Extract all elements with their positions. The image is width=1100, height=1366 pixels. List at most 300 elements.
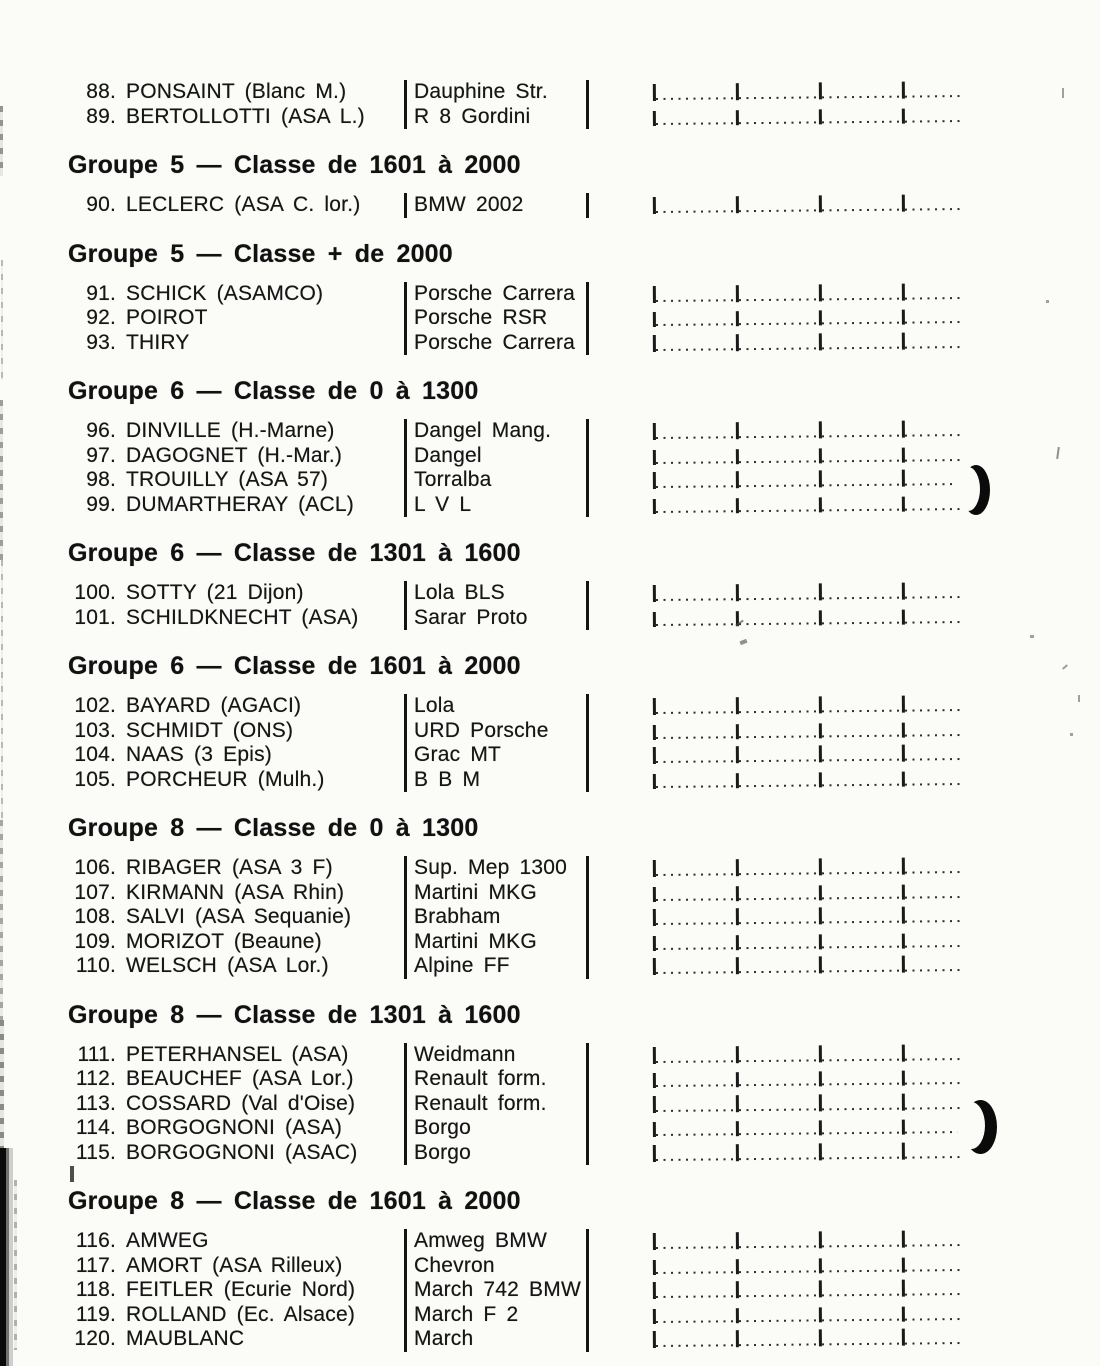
entry-name-cell xyxy=(68,581,404,606)
car-name: Sarar Proto xyxy=(404,606,589,631)
dotted-segment xyxy=(656,1059,736,1062)
dotted-segment xyxy=(822,596,902,599)
paper-speck xyxy=(1070,733,1073,736)
entry-row xyxy=(68,1067,1100,1092)
entry-number: 118. xyxy=(75,1278,116,1301)
driver-name: BORGOGNONI (ASAC) xyxy=(126,1140,358,1164)
group-rows xyxy=(68,581,1100,630)
group-section xyxy=(68,80,1100,129)
dotted-segment xyxy=(656,485,736,488)
results-dotted-line xyxy=(653,578,963,605)
dotted-segment xyxy=(739,710,819,713)
dotted-segment xyxy=(822,297,902,300)
dotted-segment xyxy=(739,970,819,973)
dotted-segment xyxy=(905,507,963,510)
entry-number: 115. xyxy=(75,1140,116,1164)
car-name: Weidmann xyxy=(404,1043,589,1068)
entry-row xyxy=(68,1229,1100,1254)
dotted-segment xyxy=(739,872,819,875)
dotted-segment xyxy=(905,709,963,712)
dotted-segment xyxy=(656,1246,736,1249)
group-section xyxy=(68,376,1100,517)
car-name: Lola xyxy=(404,694,589,719)
dotted-segment xyxy=(656,1319,736,1322)
dotted-segment xyxy=(822,969,902,972)
entry-row xyxy=(68,105,1100,130)
dotted-segment xyxy=(905,345,963,348)
results-dotted-line xyxy=(653,1089,963,1116)
dotted-segment xyxy=(739,1318,819,1321)
dotted-segment xyxy=(739,945,819,948)
dotted-segment xyxy=(739,734,819,737)
entry-number: 96. xyxy=(86,419,116,442)
dotted-segment xyxy=(905,119,963,122)
dotted-segment xyxy=(905,1268,963,1271)
entry-number: 91. xyxy=(86,281,116,305)
entry-row xyxy=(68,1327,1100,1352)
dotted-segment xyxy=(822,1244,902,1247)
dotted-segment xyxy=(739,209,819,212)
dotted-segment xyxy=(739,346,819,349)
dotted-segment xyxy=(739,621,819,624)
car-name: Sup. Mep 1300 xyxy=(404,856,589,881)
driver-name: MAUBLANC xyxy=(126,1327,245,1350)
dotted-segment xyxy=(905,969,963,972)
driver-name: NAAS (3 Epis) xyxy=(126,743,272,766)
car-name: March F 2 xyxy=(404,1303,589,1328)
dotted-segment xyxy=(739,597,819,600)
results-dotted-line xyxy=(653,1040,963,1067)
car-name: R 8 Gordini xyxy=(404,105,589,130)
entry-number: 103. xyxy=(74,718,116,742)
group-section xyxy=(68,651,1100,792)
dotted-segment xyxy=(822,1293,902,1296)
entry-number: 119. xyxy=(75,1302,116,1326)
driver-name: LECLERC (ASA C. lor.) xyxy=(126,193,361,216)
dotted-segment xyxy=(905,1293,963,1296)
car-name: Lola BLS xyxy=(404,581,589,606)
car-name: Borgo xyxy=(404,1116,589,1141)
driver-name: BAYARD (AGACI) xyxy=(126,694,302,717)
driver-name: SCHICK (ASAMCO) xyxy=(126,281,324,305)
entry-name-cell xyxy=(68,905,404,930)
group-rows xyxy=(68,1229,1100,1352)
dotted-segment xyxy=(822,483,902,486)
group-heading: Groupe 6 — Classe de 1601 à 2000 xyxy=(68,652,521,680)
group-heading: Groupe 5 — Classe de 1601 à 2000 xyxy=(68,151,521,179)
group-rows xyxy=(68,193,1100,218)
dotted-segment xyxy=(905,895,963,898)
dotted-segment xyxy=(822,1107,902,1110)
dotted-segment xyxy=(822,1156,902,1159)
dotted-segment xyxy=(905,321,963,324)
group-heading: Groupe 8 — Classe de 1601 à 2000 xyxy=(68,1187,521,1215)
scan-edge-artifact xyxy=(0,1148,13,1366)
scan-edge-artifact xyxy=(0,1020,4,1150)
dotted-segment xyxy=(905,483,963,486)
dotted-segment xyxy=(905,1244,963,1247)
dotted-segment xyxy=(656,509,736,512)
car-name: Amweg BMW xyxy=(404,1229,589,1254)
entry-row xyxy=(68,768,1100,793)
results-dotted-line xyxy=(653,853,963,880)
dotted-segment xyxy=(739,1156,819,1159)
dotted-segment xyxy=(822,871,902,874)
results-dotted-line xyxy=(653,1251,963,1278)
dotted-segment xyxy=(656,460,736,463)
entry-row xyxy=(68,1141,1100,1166)
dotted-segment xyxy=(656,1157,736,1160)
group-heading: Groupe 6 — Classe de 1301 à 1600 xyxy=(68,539,521,567)
car-name: Porsche Carrera xyxy=(404,331,589,356)
driver-name: FEITLER (Ecurie Nord) xyxy=(126,1278,356,1301)
results-dotted-line xyxy=(653,878,963,905)
entry-number: 108. xyxy=(74,905,116,928)
dotted-segment xyxy=(905,596,963,599)
group-section xyxy=(68,239,1100,356)
dotted-segment xyxy=(739,96,819,99)
dotted-segment xyxy=(905,1082,963,1085)
group-rows xyxy=(68,1043,1100,1166)
dotted-segment xyxy=(656,1270,736,1273)
results-dotted-line xyxy=(653,740,963,767)
driver-name: MORIZOT (Beaune) xyxy=(126,929,322,953)
dotted-segment xyxy=(905,871,963,874)
entry-name-cell xyxy=(68,1254,404,1279)
group-rows xyxy=(68,856,1100,979)
entry-name-cell xyxy=(68,193,404,218)
dotted-segment xyxy=(822,95,902,98)
entry-name-cell xyxy=(68,954,404,979)
entry-row xyxy=(68,694,1100,719)
dotted-segment xyxy=(905,920,963,923)
results-dotted-line xyxy=(653,951,963,978)
driver-name: DINVILLE (H.-Marne) xyxy=(126,419,335,442)
dotted-segment xyxy=(739,759,819,762)
car-name: Dangel Mang. xyxy=(404,419,589,444)
dotted-segment xyxy=(739,297,819,300)
entry-number: 90. xyxy=(86,193,116,216)
entry-number: 117. xyxy=(75,1253,116,1277)
entry-name-cell xyxy=(68,1116,404,1141)
car-name: Brabham xyxy=(404,905,589,930)
entry-row xyxy=(68,468,1100,493)
car-name: Renault form. xyxy=(404,1067,589,1092)
car-name: L V L xyxy=(404,493,589,518)
dotted-segment xyxy=(739,508,819,511)
dotted-segment xyxy=(905,296,963,299)
dotted-segment xyxy=(905,944,963,947)
driver-name: POIROT xyxy=(126,306,208,329)
dotted-segment xyxy=(905,458,963,461)
scan-edge-artifact xyxy=(0,400,3,560)
results-dotted-line xyxy=(653,303,963,330)
dotted-segment xyxy=(905,1342,963,1345)
dotted-segment xyxy=(822,1318,902,1321)
dotted-segment xyxy=(739,1132,819,1135)
dotted-segment xyxy=(739,896,819,899)
results-dotted-line xyxy=(653,190,963,217)
dotted-segment xyxy=(905,1155,963,1158)
dotted-segment xyxy=(822,459,902,462)
entry-name-cell xyxy=(68,694,404,719)
scan-edge-artifact xyxy=(0,820,3,1020)
dotted-segment xyxy=(656,622,736,625)
entry-row xyxy=(68,954,1100,979)
car-name: March xyxy=(404,1327,589,1352)
dotted-segment xyxy=(656,121,736,124)
scan-edge-artifact xyxy=(1,260,3,380)
driver-name: BERTOLLOTTI (ASA L.) xyxy=(126,104,365,128)
car-name: Porsche RSR xyxy=(404,306,589,331)
paper-speck xyxy=(1030,635,1034,638)
entry-name-cell xyxy=(68,1327,404,1352)
dotted-segment xyxy=(822,896,902,899)
driver-name: SALVI (ASA Sequanie) xyxy=(126,905,352,928)
entry-name-cell xyxy=(68,856,404,881)
dotted-segment xyxy=(656,711,736,714)
dotted-segment xyxy=(905,1131,963,1134)
dotted-segment xyxy=(739,1083,819,1086)
ink-crescent-mark xyxy=(962,465,990,515)
dotted-segment xyxy=(656,760,736,763)
driver-name: ROLLAND (Ec. Alsace) xyxy=(126,1302,356,1326)
group-rows xyxy=(68,282,1100,356)
dotted-segment xyxy=(822,945,902,948)
group-heading: Groupe 5 — Classe + de 2000 xyxy=(68,239,453,268)
entry-name-cell xyxy=(68,331,404,356)
results-dotted-line xyxy=(653,902,963,929)
entry-name-cell xyxy=(68,419,404,444)
car-name: Grac MT xyxy=(404,743,589,768)
entry-name-cell xyxy=(68,930,404,955)
car-name: B B M xyxy=(404,768,589,793)
entry-number: 97. xyxy=(86,443,116,467)
entry-number: 113. xyxy=(75,1091,116,1115)
dotted-segment xyxy=(822,621,902,624)
driver-name: THIRY xyxy=(126,330,190,354)
dotted-segment xyxy=(822,1058,902,1061)
entry-number: 111. xyxy=(77,1042,116,1066)
group-rows xyxy=(68,694,1100,792)
dotted-segment xyxy=(905,1106,963,1109)
entry-number: 92. xyxy=(86,306,116,329)
dotted-segment xyxy=(656,1108,736,1111)
dotted-segment xyxy=(656,298,736,301)
driver-name: PONSAINT (Blanc M.) xyxy=(126,80,347,103)
entry-number: 89. xyxy=(86,104,116,128)
driver-name: TROUILLY (ASA 57) xyxy=(126,468,329,491)
car-name: Chevron xyxy=(404,1254,589,1279)
entry-number: 114. xyxy=(75,1116,116,1139)
entry-name-cell xyxy=(68,282,404,307)
dotted-segment xyxy=(905,95,963,98)
results-dotted-line xyxy=(653,765,963,792)
dotted-segment xyxy=(822,783,902,786)
dotted-segment xyxy=(656,946,736,949)
driver-name: SOTTY (21 Dijon) xyxy=(126,581,304,604)
dotted-segment xyxy=(656,1133,736,1136)
entry-number: 104. xyxy=(74,743,116,766)
driver-name: AMWEG xyxy=(126,1229,209,1252)
results-dotted-line xyxy=(653,1300,963,1327)
car-name: URD Porsche xyxy=(404,719,589,744)
group-rows xyxy=(68,80,1100,129)
dotted-segment xyxy=(739,921,819,924)
entry-name-cell xyxy=(68,1141,404,1166)
group-section xyxy=(68,1186,1100,1352)
entry-name-cell xyxy=(68,1067,404,1092)
entry-row xyxy=(68,606,1100,631)
results-dotted-line xyxy=(653,603,963,630)
dotted-segment xyxy=(656,97,736,100)
dotted-segment xyxy=(739,120,819,123)
entry-number: 110. xyxy=(75,954,116,977)
results-dotted-line xyxy=(653,716,963,743)
entry-number: 107. xyxy=(74,880,116,904)
entry-name-cell xyxy=(68,306,404,331)
results-dotted-line xyxy=(653,1064,963,1091)
car-name: Dauphine Str. xyxy=(404,80,589,105)
entry-name-cell xyxy=(68,444,404,469)
dotted-segment xyxy=(739,322,819,325)
dotted-segment xyxy=(739,1269,819,1272)
group-section xyxy=(68,538,1100,630)
dotted-segment xyxy=(739,1107,819,1110)
driver-name: BEAUCHEF (ASA Lor.) xyxy=(126,1067,354,1090)
entry-number: 88. xyxy=(86,80,116,103)
dotted-segment xyxy=(656,1084,736,1087)
entry-number: 99. xyxy=(86,492,116,516)
entry-number: 120. xyxy=(74,1327,116,1350)
driver-name: AMORT (ASA Rilleux) xyxy=(126,1253,343,1277)
entry-row xyxy=(68,331,1100,356)
entry-row xyxy=(68,1116,1100,1141)
dotted-segment xyxy=(656,436,736,439)
entry-row xyxy=(68,581,1100,606)
results-dotted-line xyxy=(653,1113,963,1140)
dotted-segment xyxy=(822,346,902,349)
dotted-segment xyxy=(905,208,963,211)
dotted-segment xyxy=(905,1057,963,1060)
dotted-segment xyxy=(656,598,736,601)
entry-name-cell xyxy=(68,468,404,493)
dotted-segment xyxy=(905,620,963,623)
group-section xyxy=(68,1000,1100,1166)
driver-name: PORCHEUR (Mulh.) xyxy=(126,767,325,791)
dotted-segment xyxy=(822,1082,902,1085)
dotted-segment xyxy=(739,459,819,462)
results-dotted-line xyxy=(653,1324,963,1351)
entry-number: 93. xyxy=(86,330,116,354)
driver-name: WELSCH (ASA Lor.) xyxy=(126,954,329,977)
dotted-segment xyxy=(905,782,963,785)
car-name: Porsche Carrera xyxy=(404,282,589,307)
entry-row xyxy=(68,419,1100,444)
dotted-segment xyxy=(822,508,902,511)
dotted-segment xyxy=(822,321,902,324)
car-name: Borgo xyxy=(404,1141,589,1166)
dotted-segment xyxy=(656,210,736,213)
dotted-segment xyxy=(905,1317,963,1320)
dotted-segment xyxy=(822,1269,902,1272)
entry-number: 98. xyxy=(86,468,116,491)
entry-row xyxy=(68,743,1100,768)
entry-number: 109. xyxy=(74,929,116,953)
car-name: March 742 BMW xyxy=(404,1278,589,1303)
dotted-segment xyxy=(822,434,902,437)
paper-speck xyxy=(1078,695,1080,702)
entry-number: 105. xyxy=(74,767,116,791)
entry-row xyxy=(68,1278,1100,1303)
dotted-segment xyxy=(656,784,736,787)
entry-name-cell xyxy=(68,1043,404,1068)
driver-name: PETERHANSEL (ASA) xyxy=(126,1042,349,1066)
results-dotted-line xyxy=(653,1275,963,1302)
results-dotted-line xyxy=(653,279,963,306)
scan-edge-artifact xyxy=(0,106,3,176)
dotted-segment xyxy=(656,735,736,738)
results-dotted-line xyxy=(653,1226,963,1253)
entry-name-cell xyxy=(68,493,404,518)
paper-speck xyxy=(70,1166,74,1182)
entry-row xyxy=(68,306,1100,331)
scan-edge-artifact xyxy=(14,1180,17,1350)
entry-row xyxy=(68,80,1100,105)
dotted-segment xyxy=(656,897,736,900)
dotted-segment xyxy=(905,434,963,437)
dotted-segment xyxy=(822,120,902,123)
driver-name: BORGOGNONI (ASA) xyxy=(126,1116,343,1139)
car-name: BMW 2002 xyxy=(404,193,589,218)
results-dotted-line xyxy=(653,102,963,129)
dotted-segment xyxy=(656,347,736,350)
dotted-segment xyxy=(822,1131,902,1134)
entry-name-cell xyxy=(68,105,404,130)
entry-number: 102. xyxy=(74,694,116,717)
entry-name-cell xyxy=(68,1092,404,1117)
entry-row xyxy=(68,856,1100,881)
entry-name-cell xyxy=(68,719,404,744)
entry-number: 100. xyxy=(74,581,116,604)
group-rows xyxy=(68,419,1100,517)
entry-name-cell xyxy=(68,768,404,793)
car-name: Martini MKG xyxy=(404,881,589,906)
dotted-segment xyxy=(656,323,736,326)
dotted-segment xyxy=(656,1344,736,1347)
results-dotted-line xyxy=(653,465,963,492)
dotted-segment xyxy=(822,709,902,712)
entry-row xyxy=(68,493,1100,518)
dotted-segment xyxy=(739,1294,819,1297)
entry-name-cell xyxy=(68,606,404,631)
dotted-segment xyxy=(739,1343,819,1346)
dotted-segment xyxy=(656,1295,736,1298)
dotted-segment xyxy=(822,758,902,761)
dotted-segment xyxy=(739,1058,819,1061)
group-heading: Groupe 6 — Classe de 0 à 1300 xyxy=(68,377,479,405)
car-name: Martini MKG xyxy=(404,930,589,955)
entry-number: 116. xyxy=(75,1229,116,1252)
results-dotted-line xyxy=(653,416,963,443)
group-heading: Groupe 8 — Classe de 0 à 1300 xyxy=(68,814,479,842)
driver-name: KIRMANN (ASA Rhin) xyxy=(126,880,345,904)
car-name: Alpine FF xyxy=(404,954,589,979)
results-dotted-line xyxy=(653,691,963,718)
entry-row xyxy=(68,193,1100,218)
entry-number: 112. xyxy=(75,1067,116,1090)
dotted-segment xyxy=(822,208,902,211)
